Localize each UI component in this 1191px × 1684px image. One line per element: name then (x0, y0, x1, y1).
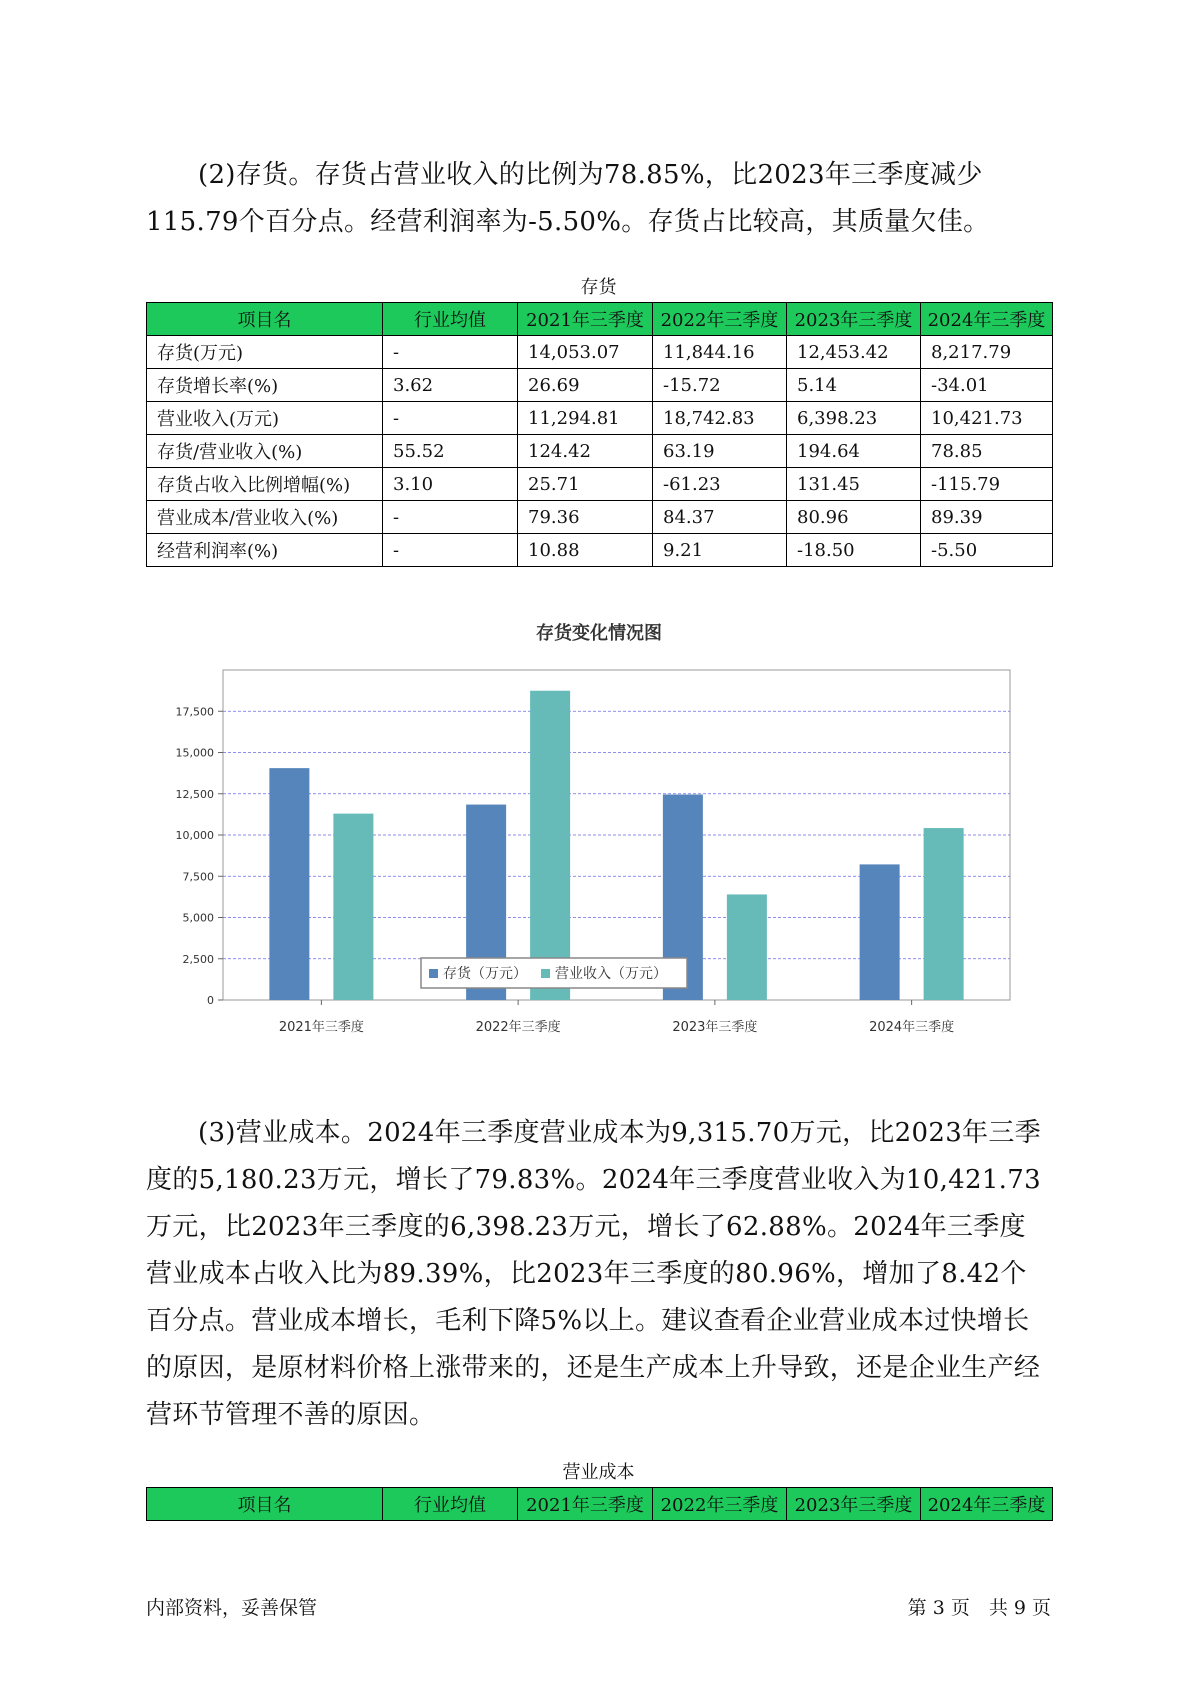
table-cell: 营业成本/营业收入(%) (147, 501, 383, 534)
table-cell: - (383, 336, 518, 369)
inventory-table (146, 302, 1053, 567)
y-tick-label: 10,000 (175, 829, 214, 842)
table-cell: 84.37 (653, 501, 787, 534)
y-tick-label: 2,500 (182, 952, 214, 966)
table-cell: - (383, 501, 518, 534)
table-cell: -34.01 (921, 369, 1053, 402)
table-header-row (147, 1488, 1053, 1521)
table-cell: 11,844.16 (653, 336, 787, 369)
y-tick-label: 15,000 (175, 746, 214, 760)
footer-left: 内部资料，妥善保管 (146, 1597, 318, 1619)
header-cell: 行业均值 (383, 303, 518, 336)
legend-swatch (541, 969, 550, 978)
header-cell: 2021年三季度 (518, 303, 653, 336)
table-row (147, 435, 1053, 468)
header-cell: 2022年三季度 (653, 303, 787, 336)
table-cell: 3.62 (383, 369, 518, 402)
header-cell: 2023年三季度 (787, 303, 921, 336)
table-row (147, 468, 1053, 501)
header-cell: 2022年三季度 (653, 1488, 787, 1521)
y-tick-label: 12,500 (175, 787, 214, 801)
x-tick-label: 2024年三季度 (869, 1020, 955, 1035)
table-row (147, 336, 1053, 369)
operating-cost-table (146, 1487, 1053, 1521)
table-cell: 18,742.83 (653, 402, 787, 435)
table-cell: 26.69 (518, 369, 653, 402)
table-cell: 经营利润率(%) (147, 534, 383, 567)
bar-revenue (530, 691, 570, 1000)
table-cell: 124.42 (518, 435, 653, 468)
table-cell: 9.21 (653, 534, 787, 567)
header-cell: 项目名 (147, 1488, 383, 1521)
table-cell: -5.50 (921, 534, 1053, 567)
y-tick-label: 17,500 (175, 705, 214, 719)
table-cell: 3.10 (383, 468, 518, 501)
table-cell: 131.45 (787, 468, 921, 501)
table-cell: 6,398.23 (787, 402, 921, 435)
table-cell: 存货/营业收入(%) (147, 435, 383, 468)
x-tick-label: 2023年三季度 (672, 1020, 758, 1035)
table-cell: 10.88 (518, 534, 653, 567)
table-cell: 存货占收入比例增幅(%) (147, 468, 383, 501)
table-cell: 存货(万元) (147, 336, 383, 369)
table-cell: 79.36 (518, 501, 653, 534)
table-caption-operating-cost: 营业成本 (562, 1462, 635, 1483)
bar-revenue (924, 828, 964, 1000)
table-cell: 55.52 (383, 435, 518, 468)
legend-label: 营业收入（万元） (555, 966, 667, 982)
header-cell: 2021年三季度 (518, 1488, 653, 1521)
header-cell: 2023年三季度 (787, 1488, 921, 1521)
legend-swatch (429, 969, 438, 978)
table-row (147, 369, 1053, 402)
table-cell: - (383, 402, 518, 435)
table-caption-inventory: 存货 (580, 277, 617, 298)
table-cell: -15.72 (653, 369, 787, 402)
footer-page-number: 第 3 页 共 9 页 (907, 1597, 1051, 1619)
table-cell: 194.64 (787, 435, 921, 468)
x-tick-label: 2022年三季度 (475, 1020, 561, 1035)
table-cell: 25.71 (518, 468, 653, 501)
table-row (147, 534, 1053, 567)
paragraph-inventory: (2)存货。存货占营业收入的比例为78.85%，比2023年三季度减少115.79个百分点。经营利润率为-5.50%。存货占比较高，其质量欠佳。 (146, 160, 990, 237)
table-cell: 存货增长率(%) (147, 369, 383, 402)
table-row (147, 501, 1053, 534)
chart-svg (146, 615, 1052, 1070)
table-cell: - (383, 534, 518, 567)
table-cell: 营业收入(万元) (147, 402, 383, 435)
y-tick-label: 0 (207, 994, 214, 1007)
bar-revenue (727, 894, 767, 1000)
y-tick-label: 7,500 (182, 870, 214, 884)
table-cell: 11,294.81 (518, 402, 653, 435)
x-tick-label: 2021年三季度 (278, 1020, 364, 1035)
table-cell: 8,217.79 (921, 336, 1053, 369)
chart-title: 存货变化情况图 (536, 623, 662, 644)
inventory-bar-chart (146, 615, 1052, 1070)
bar-inventory (860, 864, 900, 1000)
paragraph-operating-cost: (3)营业成本。2024年三季度营业成本为9,315.70万元，比2023年三季度的5,180.23万元，增长了79.83%。2024年三季度营业收入为10,421.73万元，比2023年三季度的6,398.23万元，增长了62.88%。2024年三季度营业成本占收入比为89.39%，比2023年三季度的80.96%，增加了8.42个百分点。营业成本增长，毛利下降5%以上。建议查看企业营业成本过快增长的原因，是原材料价格上涨带来的，还是生产成本上升导致，还是企业生产经营环节管理不善的原因。 (146, 1118, 1041, 1430)
table-cell: -61.23 (653, 468, 787, 501)
table-cell: 78.85 (921, 435, 1053, 468)
table-cell: 14,053.07 (518, 336, 653, 369)
y-tick-label: 5,000 (182, 911, 214, 925)
table-cell: 5.14 (787, 369, 921, 402)
bar-inventory (269, 768, 309, 1000)
bar-revenue (333, 814, 373, 1000)
legend-label: 存货（万元） (443, 966, 527, 982)
table-row (147, 402, 1053, 435)
table-cell: -18.50 (787, 534, 921, 567)
table-cell: 80.96 (787, 501, 921, 534)
header-cell: 2024年三季度 (921, 303, 1053, 336)
table-header-row (147, 303, 1053, 336)
header-cell: 2024年三季度 (921, 1488, 1053, 1521)
table-cell: 63.19 (653, 435, 787, 468)
header-cell: 行业均值 (383, 1488, 518, 1521)
table-cell: 10,421.73 (921, 402, 1053, 435)
table-cell: -115.79 (921, 468, 1053, 501)
table-cell: 12,453.42 (787, 336, 921, 369)
table-cell: 89.39 (921, 501, 1053, 534)
header-cell: 项目名 (147, 303, 383, 336)
